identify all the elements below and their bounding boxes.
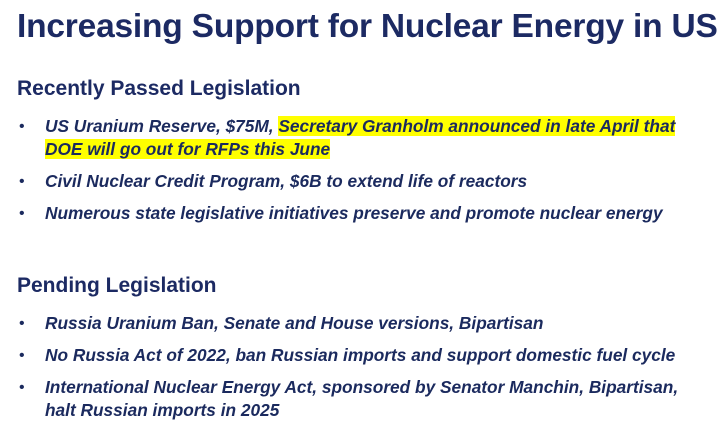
list-item-text: Civil Nuclear Credit Program, $6B to extend life of reactors bbox=[45, 171, 528, 191]
list-item bbox=[0, 202, 705, 225]
pending-list bbox=[0, 312, 705, 431]
list-item-text: No Russia Act of 2022, ban Russian imports and support domestic fuel cycle bbox=[45, 345, 676, 365]
list-item bbox=[0, 115, 705, 161]
section-heading-recently-passed: Recently Passed Legislation bbox=[17, 77, 301, 100]
list-item bbox=[0, 376, 705, 422]
list-item-text: International Nuclear Energy Act, sponsored by Senator Manchin, Bipartisan, halt Russian imports in 2025 bbox=[45, 377, 679, 420]
list-item-text: US Uranium Reserve, $75M, bbox=[45, 116, 279, 136]
list-item-text: Numerous state legislative initiatives preserve and promote nuclear energy bbox=[45, 203, 663, 223]
list-item bbox=[0, 312, 705, 335]
list-item bbox=[0, 344, 705, 367]
bullet-icon: • bbox=[19, 347, 25, 364]
bullet-icon: • bbox=[19, 205, 25, 222]
bullet-icon: • bbox=[19, 315, 25, 332]
slide-title: Increasing Support for Nuclear Energy in US bbox=[17, 8, 718, 45]
bullet-icon: • bbox=[19, 379, 25, 396]
section-heading-pending: Pending Legislation bbox=[17, 274, 217, 297]
bullet-icon: • bbox=[19, 118, 25, 135]
recently-passed-list bbox=[0, 115, 705, 234]
highlighted-text: Secretary Granholm announced in late April that DOE will go out for RFPs this June bbox=[45, 116, 676, 159]
bullet-icon: • bbox=[19, 173, 25, 190]
list-item-text: Russia Uranium Ban, Senate and House versions, Bipartisan bbox=[45, 313, 544, 333]
list-item bbox=[0, 170, 705, 193]
